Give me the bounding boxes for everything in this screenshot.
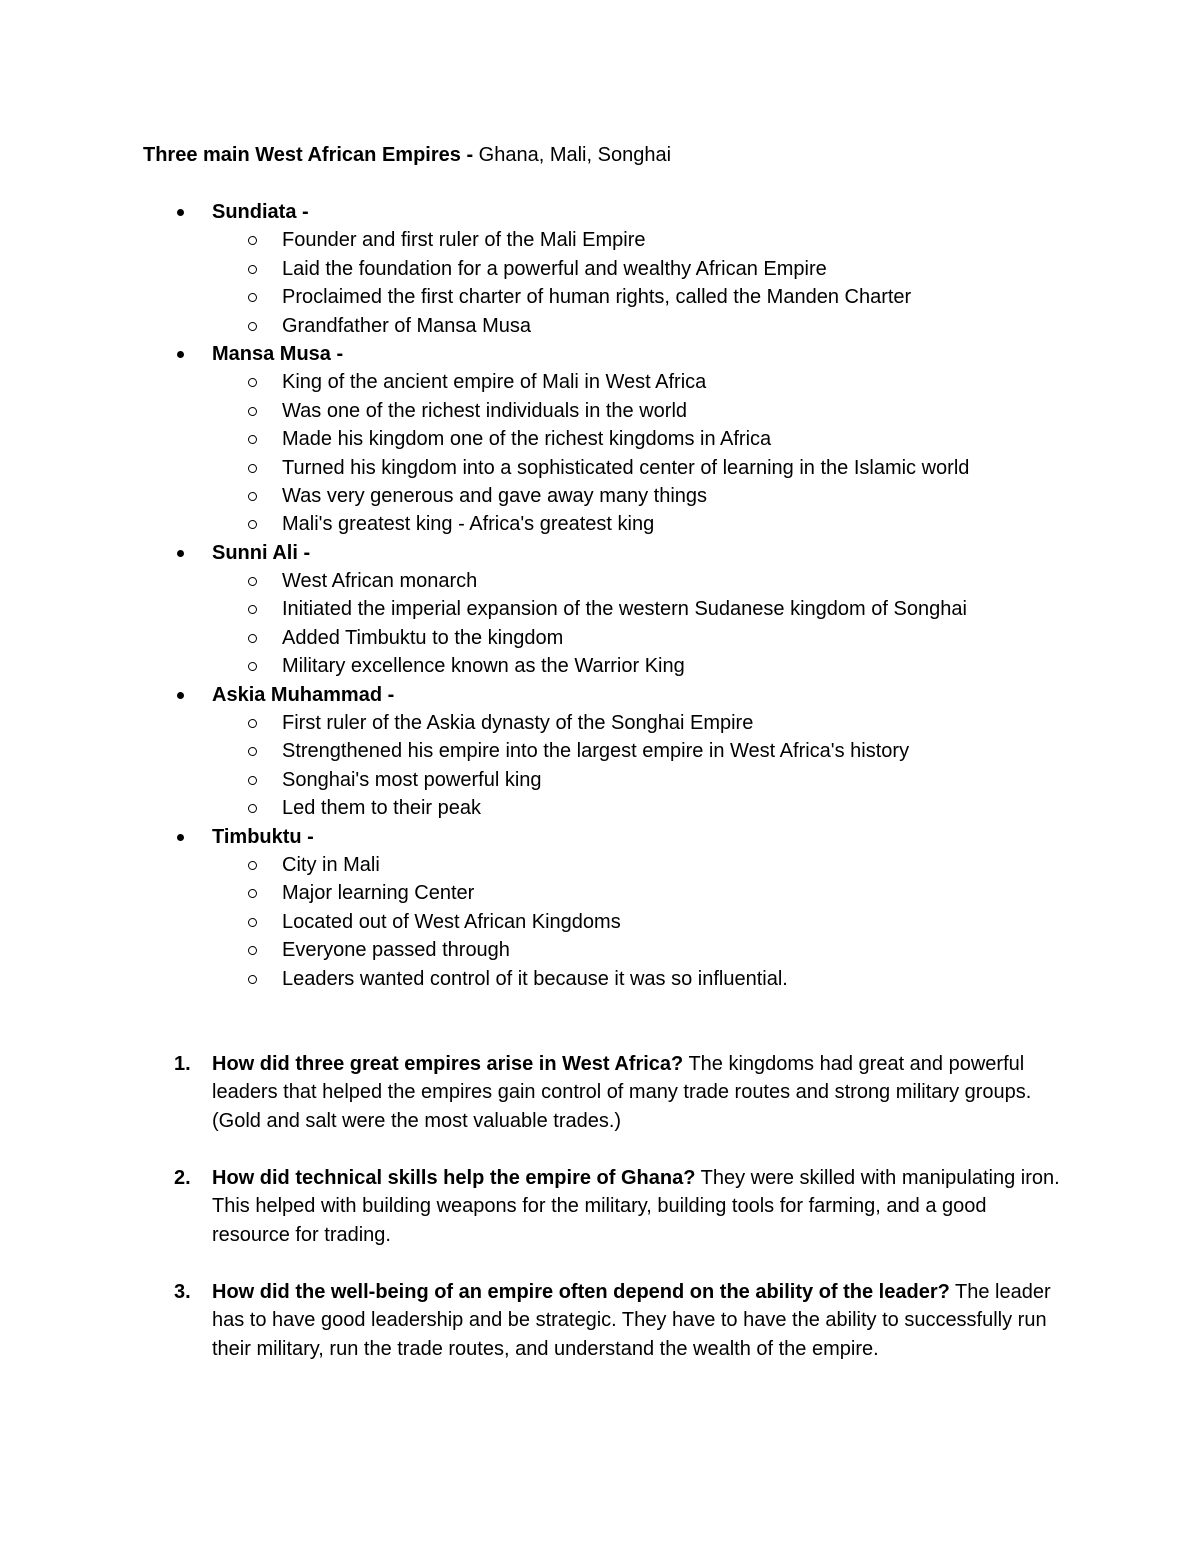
list-item-text: Strengthened his empire into the largest empire in West Africa's history — [282, 740, 910, 763]
list-item-text: Major learning Center — [282, 882, 475, 905]
list-item — [0, 851, 1200, 879]
topic-askia-muhammad — [0, 681, 1200, 709]
list-item — [0, 652, 1200, 680]
question-text: How did three great empires arise in West Africa? — [212, 1053, 684, 1075]
circle-bullet-icon — [248, 293, 257, 302]
list-item-text: Initiated the imperial expansion of the western Sudanese kingdom of Songhai — [282, 598, 967, 621]
circle-bullet-icon — [248, 378, 257, 387]
list-item-text: King of the ancient empire of Mali in West Africa — [282, 371, 707, 394]
list-item — [0, 510, 1200, 538]
topic-mansa-musa — [0, 340, 1200, 368]
list-item-text: Turned his kingdom into a sophisticated center of learning in the Islamic world — [282, 456, 970, 479]
answer-text: The leader has to have good leadership and be strategic. They have to have the ability to successfully run their military, run the trade routes, and understand the wealth of the empire. — [212, 1281, 1051, 1360]
circle-bullet-icon — [248, 236, 257, 245]
circle-bullet-icon — [248, 946, 257, 955]
list-item — [0, 624, 1200, 652]
circle-bullet-icon — [248, 861, 257, 870]
question-text: How did the well-being of an empire often depend on the ability of the leader? — [212, 1281, 950, 1303]
list-item — [0, 567, 1200, 595]
list-item-text: Laid the foundation for a powerful and wealthy African Empire — [282, 257, 827, 280]
list-item-text: Led them to their peak — [282, 797, 482, 820]
question-body — [212, 1278, 1062, 1363]
question-number: 2. — [174, 1167, 191, 1189]
heading-rest: Ghana, Mali, Songhai — [473, 144, 672, 166]
circle-bullet-icon — [248, 975, 257, 984]
topic-label: Sunni Ali - — [212, 541, 311, 564]
circle-bullet-icon — [248, 719, 257, 728]
circle-bullet-icon — [248, 464, 257, 473]
topic-label: Askia Muhammad - — [212, 683, 395, 706]
list-item — [0, 965, 1200, 993]
document-heading — [143, 141, 671, 169]
circle-bullet-icon — [248, 407, 257, 416]
list-item — [0, 595, 1200, 623]
question-body — [212, 1164, 1062, 1249]
list-item — [0, 737, 1200, 765]
list-item-text: City in Mali — [282, 853, 380, 876]
circle-bullet-icon — [248, 520, 257, 529]
list-item-text: Founder and first ruler of the Mali Empire — [282, 229, 646, 252]
circle-bullet-icon — [248, 918, 257, 927]
circle-bullet-icon — [248, 322, 257, 331]
circle-bullet-icon — [248, 605, 257, 614]
list-item — [0, 879, 1200, 907]
list-item-text: West African monarch — [282, 570, 478, 593]
circle-bullet-icon — [248, 662, 257, 671]
topic-label: Sundiata - — [212, 201, 309, 223]
circle-bullet-icon — [248, 435, 257, 444]
list-item-text: Leaders wanted control of it because it was so influential. — [282, 967, 788, 990]
topic-sunni-ali — [0, 539, 1200, 567]
bullet-icon — [177, 834, 184, 841]
bullet-icon — [177, 209, 184, 216]
question-body — [212, 1050, 1062, 1135]
circle-bullet-icon — [248, 776, 257, 785]
list-item — [0, 936, 1200, 964]
circle-bullet-icon — [248, 265, 257, 274]
list-item — [0, 312, 1200, 340]
question-number: 1. — [174, 1053, 191, 1075]
list-item-text: Mali's greatest king - Africa's greatest king — [282, 513, 655, 536]
answer-text: The kingdoms had great and powerful leaders that helped the empires gain control of many trade routes and strong military groups. (Gold and salt were the most valuable trades.) — [212, 1053, 1032, 1132]
list-item-text: Everyone passed through — [282, 939, 510, 962]
list-item — [0, 482, 1200, 510]
list-item — [0, 425, 1200, 453]
list-item — [0, 709, 1200, 737]
list-item-text: Was very generous and gave away many things — [282, 484, 708, 507]
circle-bullet-icon — [248, 747, 257, 756]
list-item-text: Proclaimed the first charter of human rights, called the Manden Charter — [282, 286, 912, 309]
list-item — [0, 908, 1200, 936]
list-item — [0, 368, 1200, 396]
topic-sundiata — [0, 198, 1200, 226]
list-item-text: Located out of West African Kingdoms — [282, 910, 621, 933]
list-item-text: Grandfather of Mansa Musa — [282, 314, 532, 337]
circle-bullet-icon — [248, 889, 257, 898]
list-item — [0, 255, 1200, 283]
list-item — [0, 397, 1200, 425]
circle-bullet-icon — [248, 577, 257, 586]
topic-label: Mansa Musa - — [212, 342, 344, 365]
bullet-icon — [177, 351, 184, 358]
question-text: How did technical skills help the empire of Ghana? — [212, 1167, 696, 1189]
list-item-text: Military excellence known as the Warrior King — [282, 655, 685, 678]
circle-bullet-icon — [248, 634, 257, 643]
empire-outline — [0, 198, 1200, 993]
circle-bullet-icon — [248, 804, 257, 813]
question-number: 3. — [174, 1281, 191, 1303]
circle-bullet-icon — [248, 492, 257, 501]
list-item — [0, 226, 1200, 254]
heading-bold: Three main West African Empires - — [143, 144, 474, 166]
list-item — [0, 283, 1200, 311]
list-item-text: Songhai's most powerful king — [282, 768, 542, 791]
list-item — [0, 766, 1200, 794]
list-item — [0, 794, 1200, 822]
answer-text: They were skilled with manipulating iron. This helped with building weapons for the military, building tools for farming, and a good resource for trading. — [212, 1167, 1060, 1246]
list-item — [0, 454, 1200, 482]
bullet-icon — [177, 550, 184, 557]
list-item-text: Was one of the richest individuals in the world — [282, 399, 688, 422]
list-item-text: Made his kingdom one of the richest kingdoms in Africa — [282, 428, 772, 451]
list-item-text: First ruler of the Askia dynasty of the Songhai Empire — [282, 712, 754, 735]
bullet-icon — [177, 692, 184, 699]
topic-timbuktu — [0, 823, 1200, 851]
topic-label: Timbuktu - — [212, 825, 314, 848]
list-item-text: Added Timbuktu to the kingdom — [282, 626, 564, 649]
